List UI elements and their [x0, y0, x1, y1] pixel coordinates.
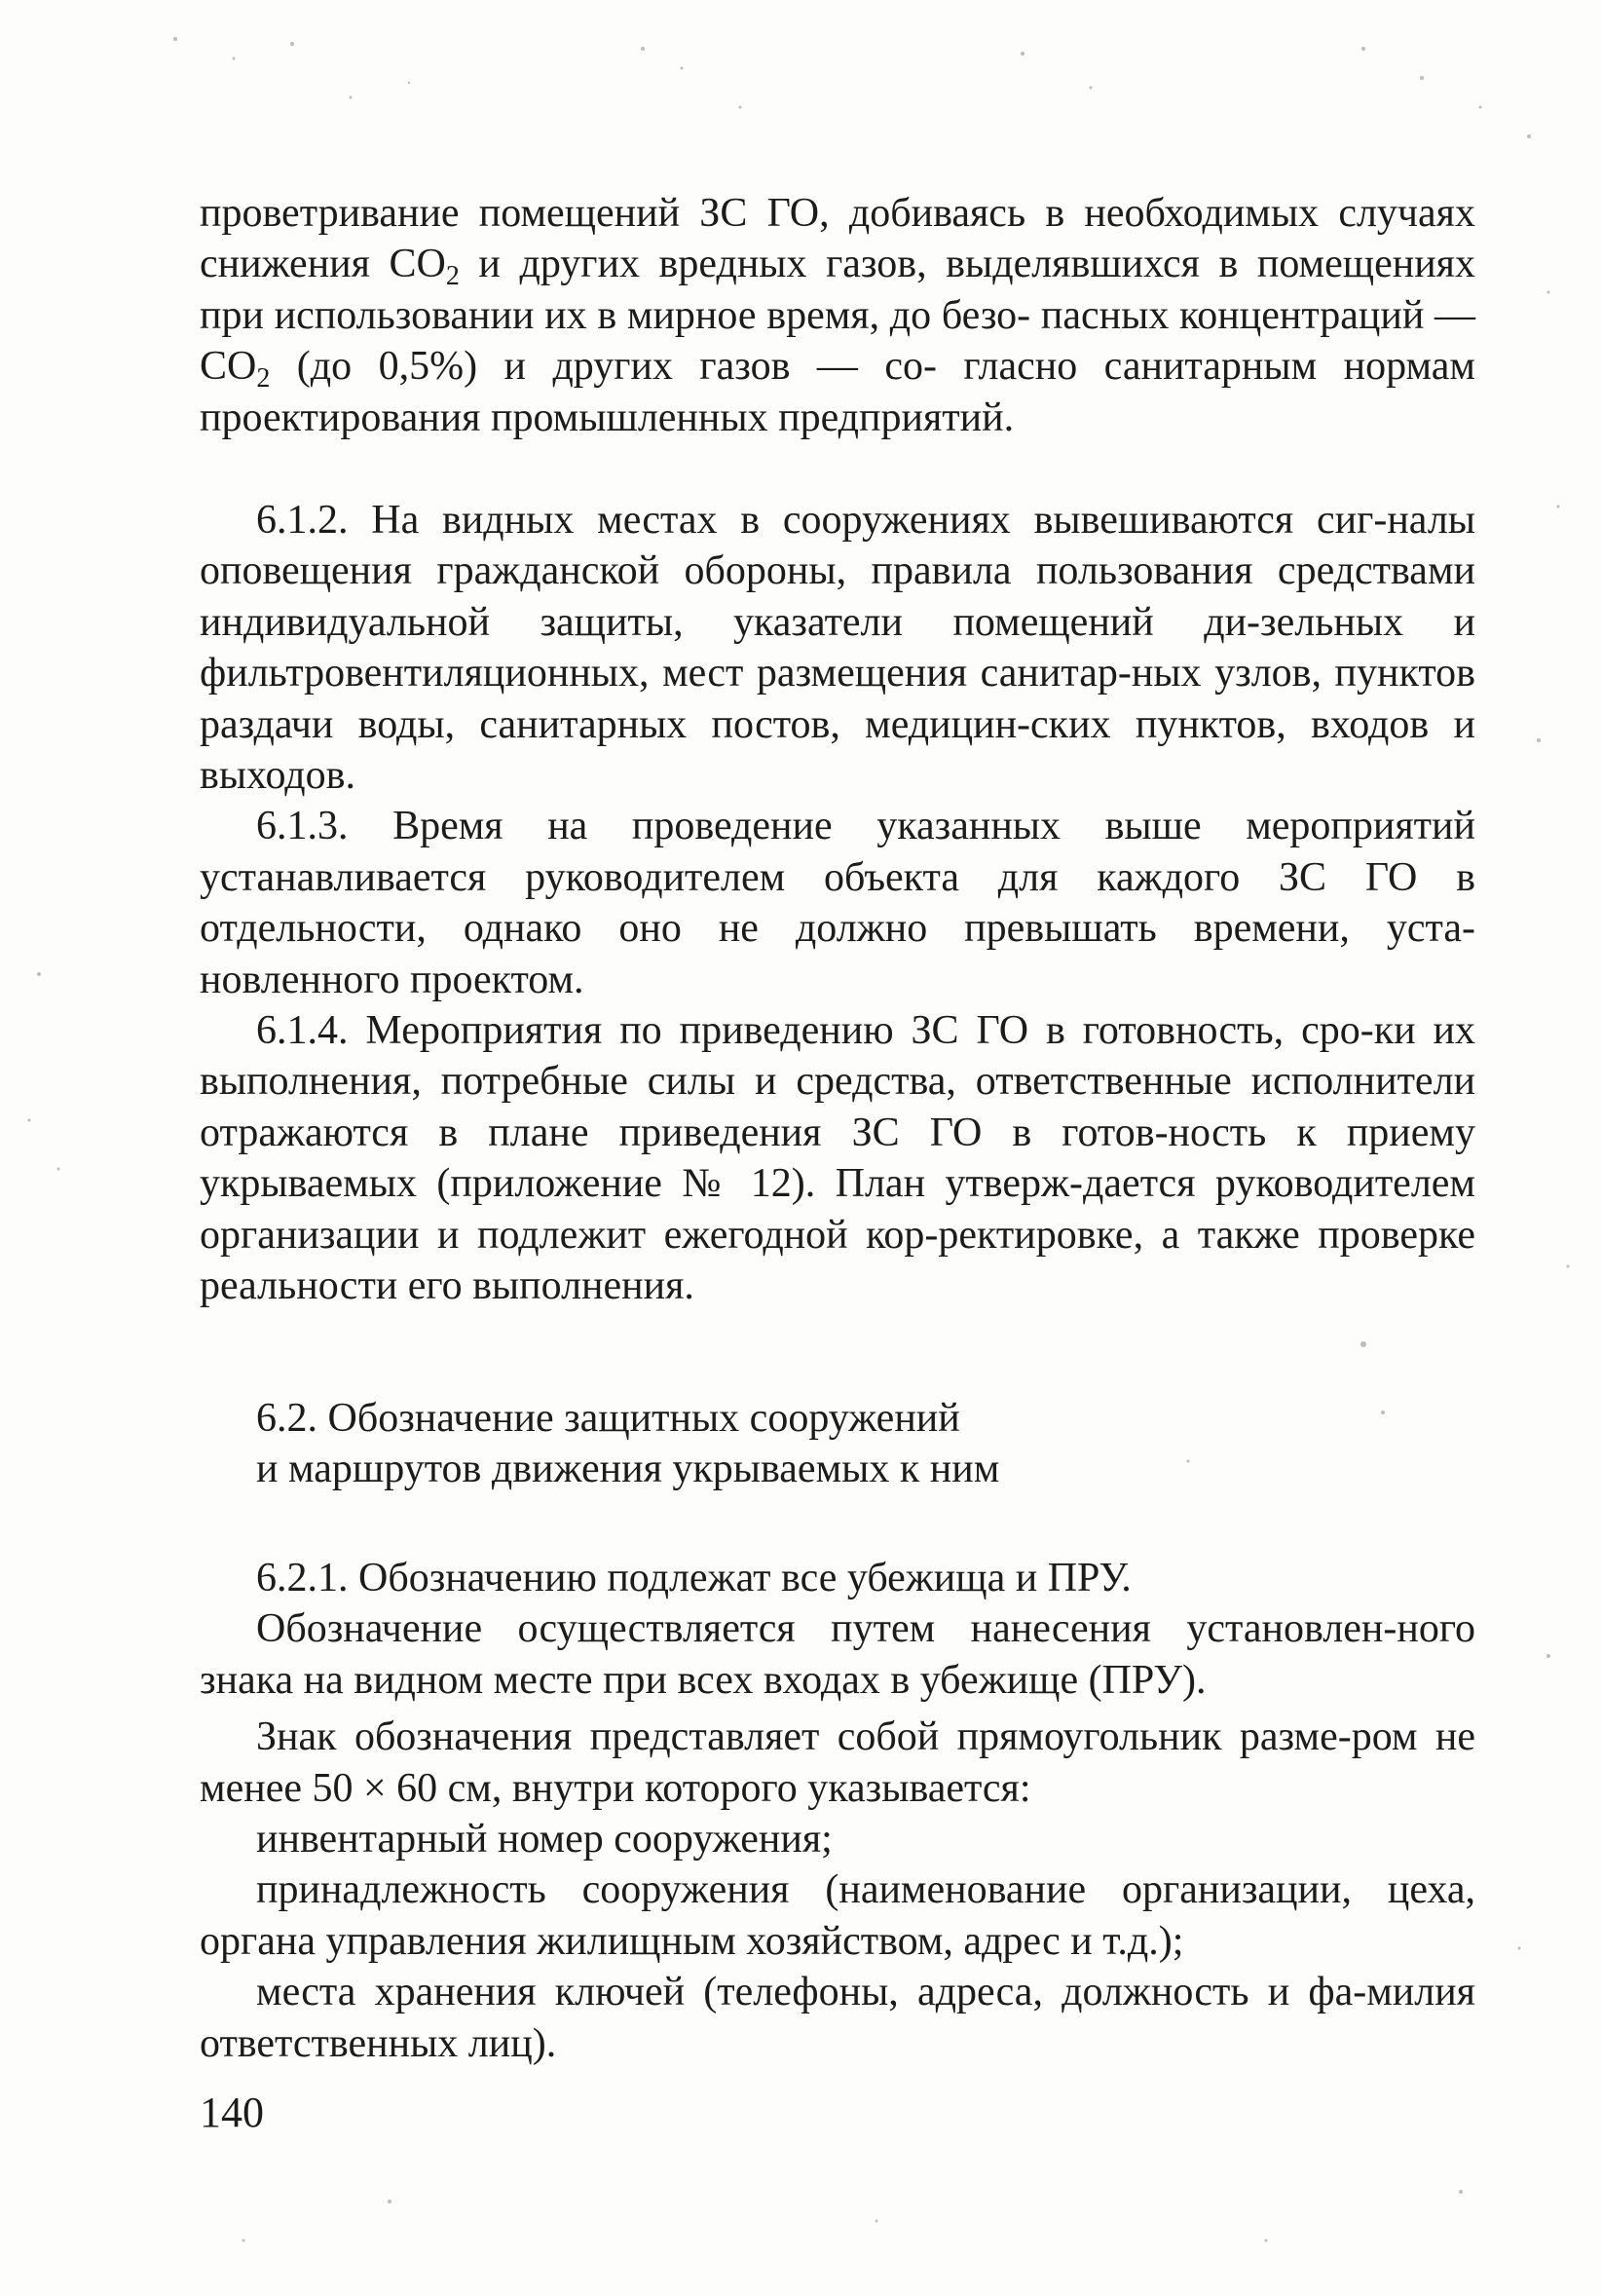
- paragraph-sign: Знак обозначения представляет собой прямоугольник разме-ром не менее 50 × 60 см, внутри которого указывается:: [200, 1714, 1475, 1811]
- heading-line: и маршрутов движения укрываемых к ним: [256, 1447, 1000, 1491]
- section-6-1-body: [200, 495, 1475, 1312]
- heading-line: 6.2. Обозначение защитных сооружений: [256, 1396, 960, 1441]
- subscript: 2: [445, 261, 460, 292]
- text-line: проветривание помещений ЗС ГО, добиваясь в необходимых: [200, 191, 1320, 236]
- page-number: 140: [200, 2089, 264, 2136]
- paragraph-continuation: [200, 188, 1475, 443]
- section-heading-6-2: [256, 1393, 1133, 1494]
- list-item-keys: места хранения ключей (телефоны, адреса, должность и фа-милия ответственных лиц).: [200, 1970, 1475, 2066]
- paragraph-designation: Обозначение осуществляется путем нанесения установлен-ного знака на видном месте при всех входах в убежище (ПРУ).: [200, 1606, 1475, 1703]
- text-line: (до 0,5%) и других газов — со-: [270, 344, 937, 390]
- paragraph-6-1-4: 6.1.4. Мероприятия по приведению ЗС ГО в готовность, сро-ки их выполнения, потребные силы и средства, ответственные исполнители отражаются в плане приведения ЗС ГО в готов-ность к приему укрываемых (приложение № 12). План утверж-дается руководителем организации и подлежит ежегодной кор-ректировке, а также проверке реальности его выполнения.: [200, 1008, 1475, 1309]
- section-6-2-body: [200, 1553, 1475, 2069]
- paragraph-6-1-2: 6.1.2. На видных местах в сооружениях вывешиваются сиг-налы оповещения гражданской обороны, правила пользования средствами индивидуальной защиты, указатели помещений ди-зельных и фильтровентиляционных, мест размещения санитар-ных узлов, пунктов раздачи воды, санитарных постов, медицин-ских пунктов, входов и выходов.: [200, 498, 1475, 799]
- paragraph-ventilation: [200, 188, 1475, 443]
- subscript: 2: [256, 363, 271, 395]
- text-line: предприятий.: [778, 395, 1015, 440]
- text-line: и других вредных газов, выделявшихся: [459, 242, 1200, 287]
- text-line: случаях снижения CO: [200, 191, 1475, 287]
- list-item-inventory: инвентарный номер сооружения;: [256, 1817, 833, 1863]
- text-line: в помещениях при использовании их в мирное время, до безо-: [200, 242, 1476, 338]
- text-line: пасных концентраций — CO: [200, 292, 1475, 390]
- list-item-ownership: принадлежность сооружения (наименование организации, цеха, органа управления жилищным хозяйством, адрес и т.д.);: [200, 1867, 1475, 1964]
- paragraph-6-2-1: 6.2.1. Обозначению подлежат все убежища и ПРУ.: [256, 1556, 1132, 1600]
- paragraph-6-1-3: 6.1.3. Время на проведение указанных выше мероприятий устанавливается руководителем объекта для каждого ЗС ГО в отдельности, однако оно не должно превышать времени, уста-новленного проектом.: [200, 804, 1475, 1002]
- text-line: гласно санитарным нормам проектирования промышленных: [200, 344, 1476, 440]
